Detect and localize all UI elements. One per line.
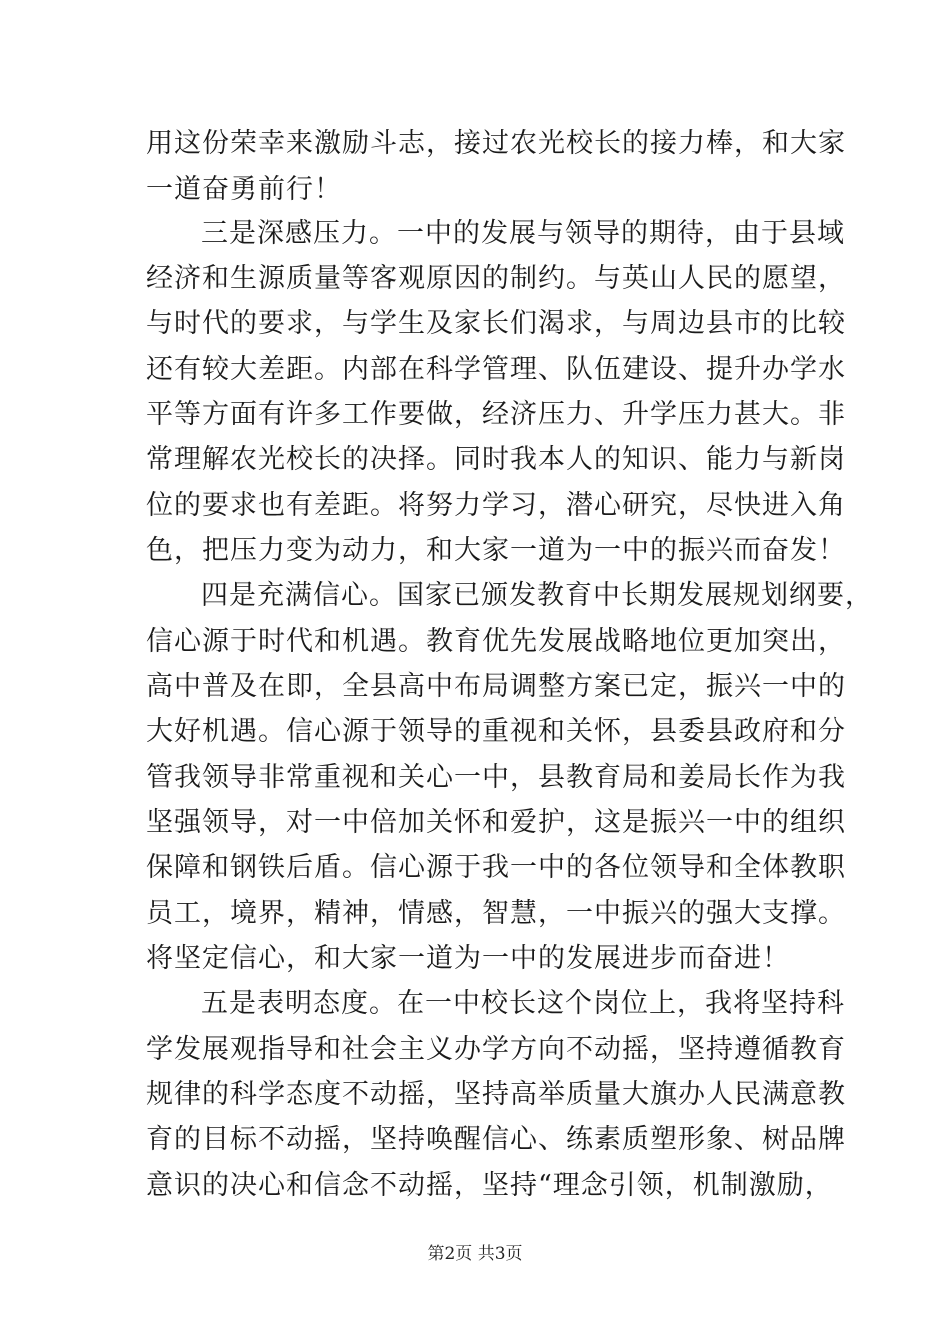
paragraph-start-line: 四是充满信心。国家已颁发教育中长期发展规划纲要，: [201, 580, 873, 611]
page-number-footer: 第2页 共3页: [427, 1244, 523, 1264]
text-line: 色，把压力变为动力，和大家一道为一中的振兴而奋发！: [146, 535, 846, 566]
text-line: 经济和生源质量等客观原因的制约。与英山人民的愿望，: [146, 263, 846, 294]
text-line: 管我领导非常重视和关心一中，县教育局和姜局长作为我: [146, 762, 846, 793]
text-line: 常理解农光校长的决择。同时我本人的知识、能力与新岗: [146, 444, 846, 475]
text-line: 位的要求也有差距。将努力学习，潜心研究，尽快进入角: [146, 490, 846, 521]
text-line: 育的目标不动摇，坚持唤醒信心、练素质塑形象、树品牌: [146, 1124, 846, 1155]
text-line: 保障和钢铁后盾。信心源于我一中的各位领导和全体教职: [146, 852, 846, 883]
text-line: 信心源于时代和机遇。教育优先发展战略地位更加突出，: [146, 626, 846, 657]
text-line: 高中普及在即，全县高中布局调整方案已定，振兴一中的: [146, 671, 846, 702]
paragraph-start-line: 五是表明态度。在一中校长这个岗位上，我将坚持科: [201, 988, 845, 1019]
text-line: 用这份荣幸来激励斗志，接过农光校长的接力棒，和大家: [146, 128, 846, 159]
text-line: 平等方面有许多工作要做，经济压力、升学压力甚大。非: [146, 399, 846, 430]
text-line: 坚强领导，对一中倍加关怀和爱护，这是振兴一中的组织: [146, 807, 846, 838]
text-line: 还有较大差距。内部在科学管理、队伍建设、提升办学水: [146, 354, 846, 385]
text-line: 一道奋勇前行！: [146, 174, 342, 205]
text-line: 与时代的要求，与学生及家长们渴求，与周边县市的比较: [146, 308, 846, 339]
text-line: 学发展观指导和社会主义办学方向不动摇，坚持遵循教育: [146, 1034, 846, 1065]
paragraph-start-line: 三是深感压力。一中的发展与领导的期待，由于县域: [201, 218, 845, 249]
text-line: 员工，境界，精神，情感，智慧，一中振兴的强大支撑。: [146, 898, 846, 929]
text-line: 意识的决心和信念不动摇，坚持“理念引领，机制激励，: [146, 1170, 833, 1201]
text-line: 大好机遇。信心源于领导的重视和关怀，县委县政府和分: [146, 716, 846, 747]
text-line: 将坚定信心，和大家一道为一中的发展进步而奋进！: [146, 943, 790, 974]
text-line: 规律的科学态度不动摇，坚持高举质量大旗办人民满意教: [146, 1079, 846, 1110]
